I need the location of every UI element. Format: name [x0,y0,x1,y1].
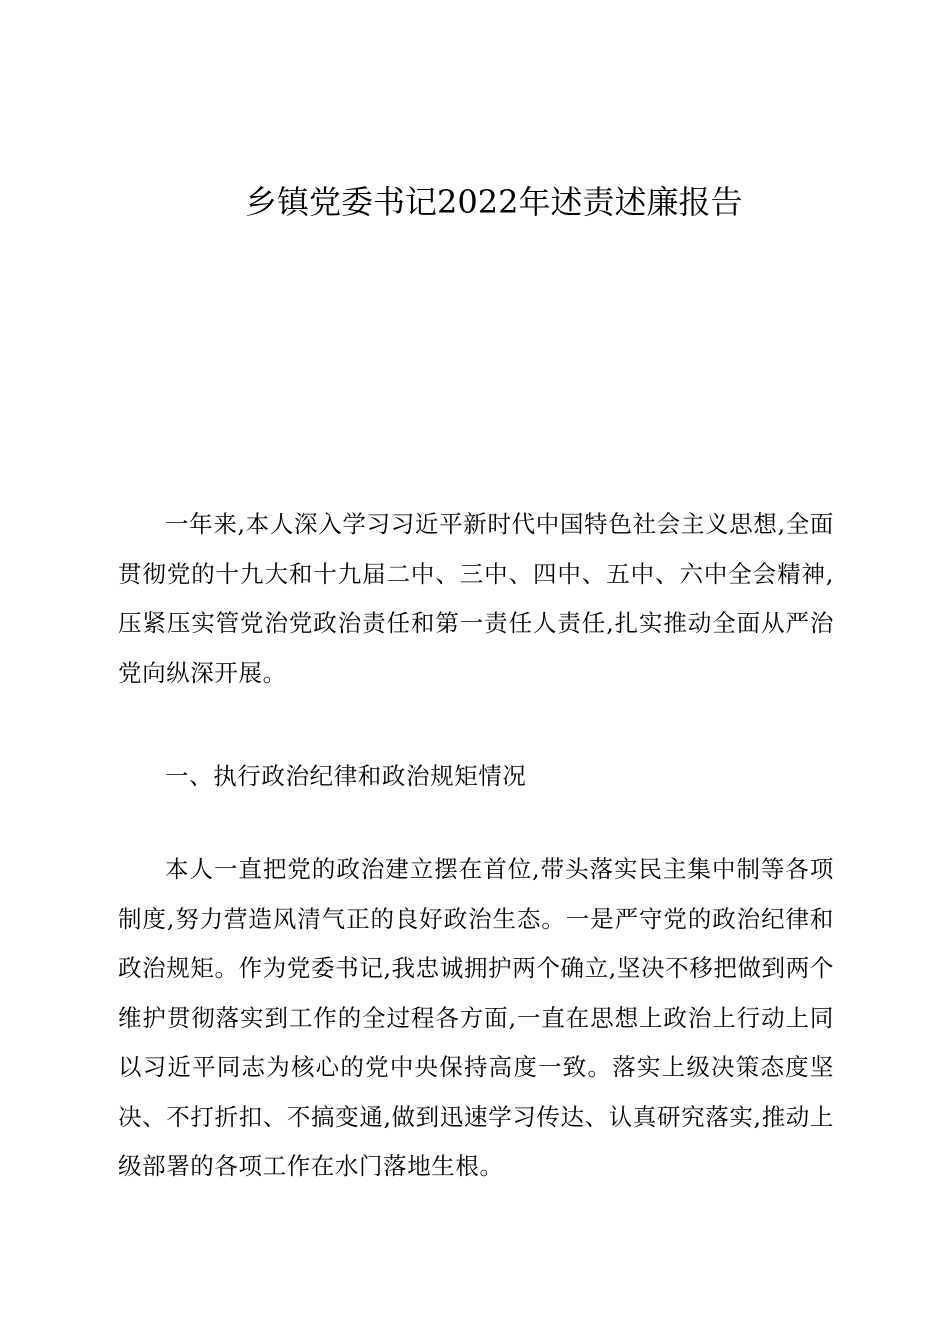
section-heading: 一、执行政治纪律和政治规矩情况 [165,762,527,790]
section-body-paragraph: 本人一直把党的政治建立摆在首位,带头落实民主集中制等各项制度,努力营造风清气正的良好政治生态。一是严守党的政治纪律和政治规矩。作为党委书记,我忠诚拥护两个确立,坚决不移把做到两个维护贯彻落实到工作的全过程各方面,一直在思想上政治上行动上同以习近平同志为核心的党中央保持高度一致。落实上级决策态度坚决、不打折扣、不搞变通,做到迅速学习传达、认真研究落实,推动上级部署的各项工作在水门落地生根。 [118,855,834,1180]
intro-paragraph: 一年来,本人深入学习习近平新时代中国特色社会主义思想,全面贯彻党的十九大和十九届二中、三中、四中、五中、六中全会精神,压紧压实管党治党政治责任和第一责任人责任,扎实推动全面从严治党向纵深开展。 [118,510,834,687]
document-title: 乡镇党委书记2022年述责述廉报告 [245,183,743,221]
